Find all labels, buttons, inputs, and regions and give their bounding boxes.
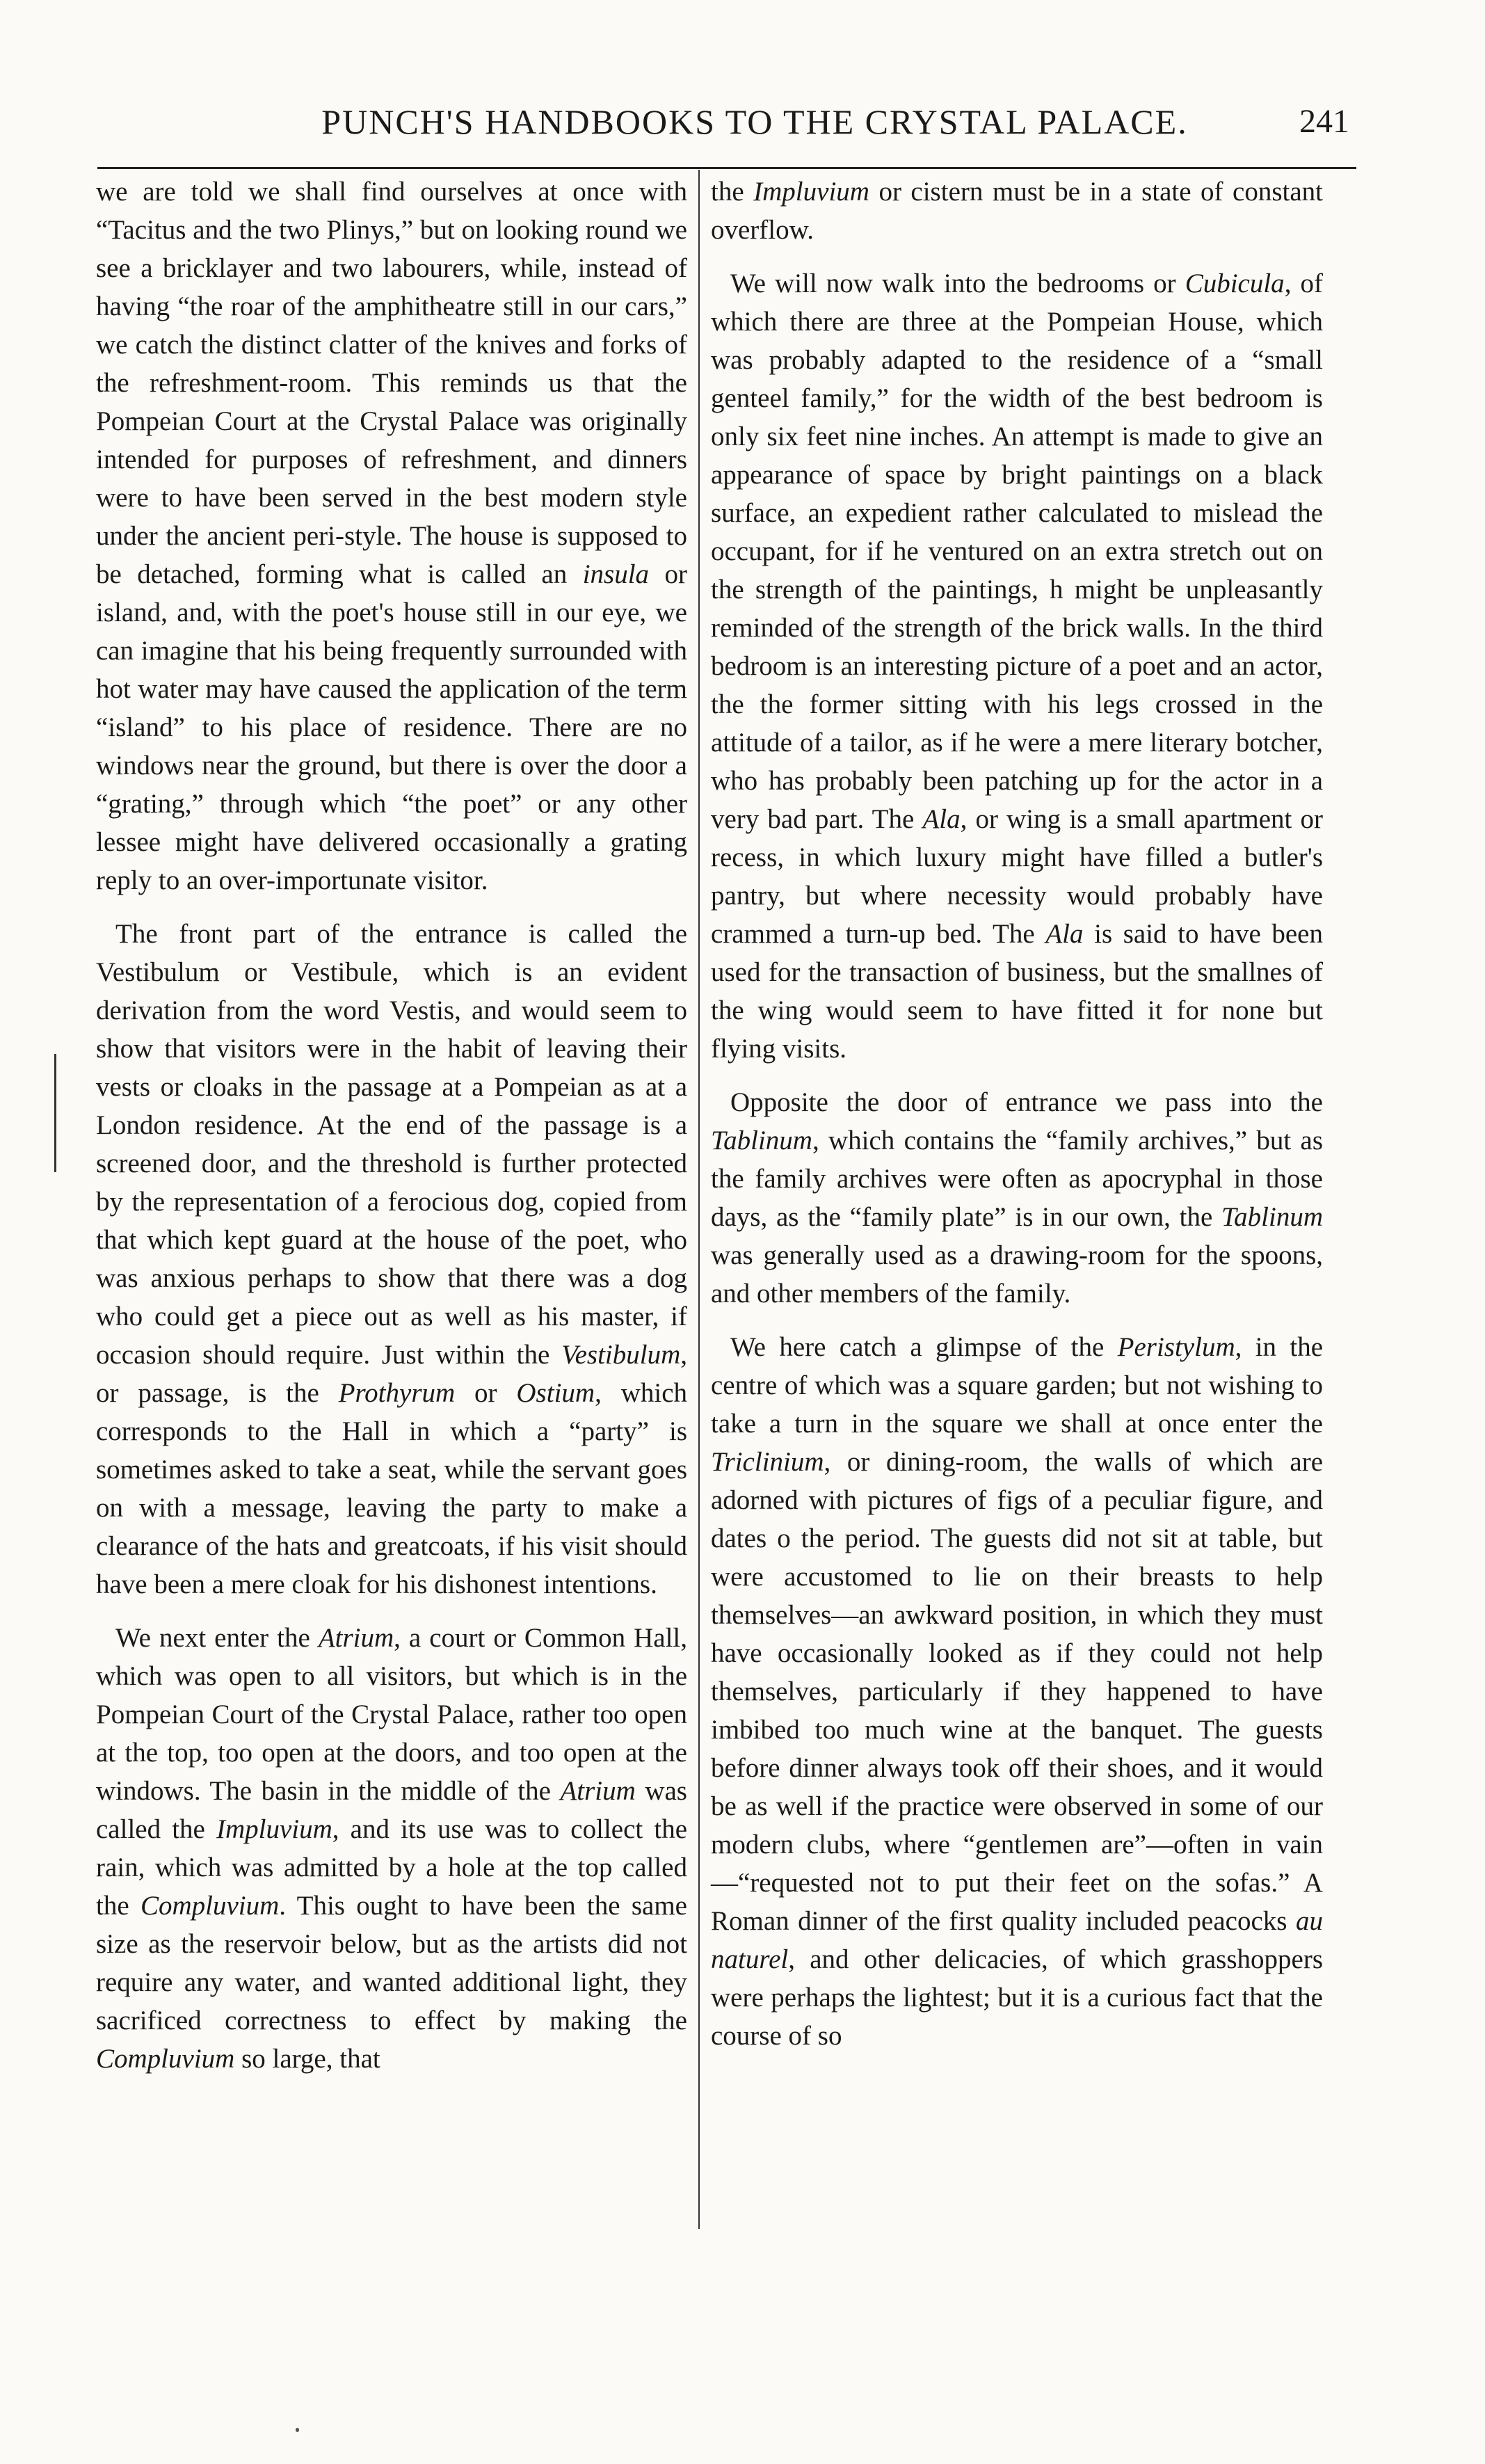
margin-mark [54, 1054, 56, 1172]
page-number: 241 [1299, 103, 1349, 140]
paragraph-tablinum: Opposite the door of entrance we pass into the Tablinum, which contains the “family archives,” but as the family archives were often as apocryphal in those days, as the “family plate” is in our own, the Tablinum was generally used as a drawing-room for the spoons, and other members of the family. [711, 1087, 1323, 1309]
paragraph-impluvium: the Impluvium or cistern must be in a state of constant overflow. [711, 177, 1323, 245]
paragraph-vestibulum: The front part of the entrance is called the Vestibulum or Vestibule, which is an evident derivation from the word Vestis, and would seem to show that visitors were in the habit of leaving their vests or cloaks in the passage at a Pompeian as at a London residence. At the end of the passage is a screened door, and the threshold is further protected by the representation of a ferocious dog, copied from that which kept guard at the house of the poet, who was anxious perhaps to show that there was a dog who could get a piece out as well as his master, if occasion should require. Just within the Vestibulum, or passage, is the Prothyrum or Ostium, which corresponds to the Hall in which a “party” is sometimes asked to take a seat, while the servant goes on with a message, leaving the party to make a clearance of the hats and greatcoats, if his visit should have been a mere cloak for his dishonest intentions. [96, 919, 687, 1599]
paragraph-triclinium: We here catch a glimpse of the Peristylum, in the centre of which was a square garden; but not wishing to take a turn in the square we shall at once enter the Triclinium, or dining-room, the walls of which are adorned with pictures of figs of a peculiar figure, and dates o the period. The guests did not sit at table, but were accustomed to lie on their breasts to help themselves—an awkward position, in which they must have occasionally looked as if they could not help themselves, particularly if they happened to have imbibed too much wine at the banquet. The guests before dinner always took off their shoes, and it would be as well if the practice were observed in some of our modern clubs, where “gentlemen are”—often in vain—“requested not to put their feet on the sofas.” A Roman dinner of the first quality included peacocks au naturel, and other delicacies, of which grasshoppers were perhaps the lightest; but it is a curious fact that the course of so [711, 1332, 1324, 2051]
running-title: PUNCH'S HANDBOOKS TO THE CRYSTAL PALACE. [321, 102, 1188, 141]
paragraph-cubicula: We will now walk into the bedrooms or Cubicula, of which there are three at the Pompeian House, which was probably adapted to the residence of a “small genteel family,” for the width of the best bedroom is only six feet nine inches. An attempt is made to give an appearance of space by bright paintings on a black surface, an expedient rather calculated to mislead the occupant, for if he ventured on an extra stretch out on the strength of the paintings, h might be unpleasantly reminded of the strength of the brick walls. In the third bedroom is an interesting picture of a poet and an actor, the the former sitting with his legs crossed in the attitude of a tailor, as if he were a mere literary botcher, who has probably been patching up for the actor in a very bad part. The Ala, or wing is a small apartment or recess, in which luxury might have filled a butler's pantry, but where necessity would probably have crammed a turn-up bed. The Ala is said to have been used for the transaction of business, but the smallnes of the wing would seem to have fitted it for none but flying visits. [711, 269, 1324, 1064]
running-head [97, 90, 1356, 153]
paragraph-continued: we are told we shall find ourselves at once with “Tacitus and the two Plinys,” but on looking round we see a bricklayer and two labourers, while, instead of having “the roar of the amphitheatre still in our cars,” we catch the distinct clatter of the knives and forks of the refreshment-room. This reminds us that the Pompeian Court at the Crystal Palace was originally intended for purposes of refreshment, and dinners were to have been served in the best modern style under the ancient peri-style. The house is supposed to be detached, forming what is called an insula or island, and, with the poet's house still in our eye, we can imagine that his being frequently surrounded with hot water may have caused the application of the term “island” to his place of residence. There are no windows near the ground, but there is over the door a “grating,” through which “the poet” or any other lessee might have delivered occasionally a grating reply to an over-importunate visitor. [96, 177, 687, 895]
header-rule [97, 167, 1356, 169]
paragraph-atrium: We next enter the Atrium, a court or Common Hall, which was open to all visitors, but which is in the Pompeian Court of the Crystal Palace, rather too open at the top, too open at the doors, and too open at the windows. The basin in the middle of the Atrium was called the Impluvium, and its use was to collect the rain, which was admitted by a hole at the top called the Compluvium. This ought to have been the same size as the reservoir below, but as the artists did not require any water, and wanted additional light, they sacrificed correctness to effect by making the Compluvium so large, that [96, 1623, 688, 2074]
left-column [96, 173, 687, 2093]
ink-speck [296, 2428, 299, 2432]
column-divider [698, 170, 700, 2229]
right-column [711, 173, 1323, 2070]
